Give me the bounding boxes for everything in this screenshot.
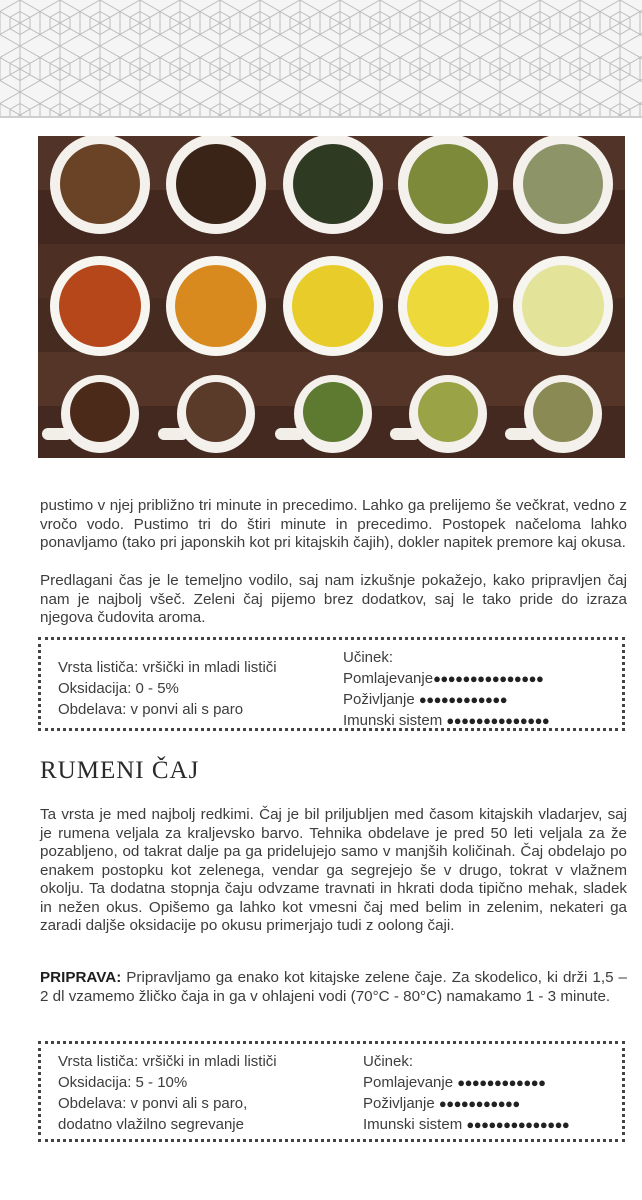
effect-rejuvenation [363, 1072, 569, 1093]
green-tea-serving-paragraph: Predlagani čas je le temeljno vodilo, saj nam izkušnje pokažejo, kako pripravljen čaj nam je najbolj všeč. Zeleni čaj pijemo brez dodatkov, saj le tako pride do izraza njegova čudovita aroma. [40, 572, 627, 626]
oxidation: Oksidacija: 0 - 5% [58, 680, 179, 697]
effect-label: Imunski sistem [343, 712, 447, 729]
effect-label: Pomlajevanje [363, 1074, 458, 1091]
dry-tea-leaves [176, 144, 256, 224]
decorative-pattern-header [0, 0, 642, 116]
geometric-star-pattern [0, 0, 642, 116]
effect-invigoration [363, 1093, 569, 1114]
effect-title: Učinek: [343, 649, 394, 666]
brewed-tea-liquid [292, 265, 374, 347]
effect-immune-system [343, 710, 549, 731]
dry-tea-leaves [293, 144, 373, 224]
effect-immune-system [363, 1114, 569, 1135]
yellow-tea-preparation [40, 969, 627, 1006]
yellow-tea-info-box [38, 1041, 625, 1142]
rating-dots: ●●●●●●●●●●●● [418, 692, 508, 707]
processing-extra: dodatno vlažilno segrevanje [58, 1116, 244, 1133]
wet-tea-leaves [186, 382, 246, 442]
rating-dots: ●●●●●●●●●●● [438, 1096, 520, 1111]
wet-tea-leaves [70, 382, 130, 442]
wet-tea-leaves [418, 382, 478, 442]
rating-dots: ●●●●●●●●●●●●●● [446, 713, 550, 728]
leaf-type: Vrsta lističa: vršički in mladi lističi [58, 659, 277, 676]
processing: Obdelava: v ponvi ali s paro [58, 701, 244, 718]
preparation-text: Pripravljamo ga enako kot kitajske zelene čaje. Za skodelico, ki drži 1,5 – 2 dl vzamemo žličko čaja in ga v ohlajeni vodi (70°C - 80°C) namakamo 1 - 3 minute. [40, 969, 627, 1005]
processing: Obdelava: v ponvi ali s paro, [58, 1095, 248, 1112]
green-tea-effects [343, 647, 549, 731]
effect-title: Učinek: [363, 1053, 414, 1070]
rating-dots: ●●●●●●●●●●●●●●● [433, 671, 544, 686]
effect-label: Poživljanje [363, 1095, 439, 1112]
header-divider [0, 116, 642, 118]
effect-label: Pomlajevanje [343, 670, 434, 687]
yellow-tea-properties [58, 1051, 277, 1135]
yellow-tea-heading: RUMENI ČAJ [40, 757, 200, 784]
effect-label: Imunski sistem [363, 1116, 467, 1133]
preparation-label: PRIPRAVA: [40, 969, 122, 986]
yellow-tea-description: Ta vrsta je med najbolj redkimi. Čaj je bil priljubljen med časom kitajskih vladarjev, saj je rumena veljala za kraljevsko barvo. Tehnika obdelave je pred 50 leti veljala za že pozabljeno, od takrat dalje pa ga pridelujejo samo v manjših količinah. Čaj obdelajo po enakem postopku kot zelenega, vendar ga segrejejo še v drugo, tokrat v vlažnem okolju. Ta dodatna stopnja čaju odvzame travnati in hkrati doda tipično mehak, sladek in nežen okus. Opišemo ga lahko kot vmesni čaj med belim in zelenim, nekateri ga zaradi daljše oksidacije po okusu primerjajo tudi z oolong čaji. [40, 806, 627, 934]
wet-tea-leaves [533, 382, 593, 442]
yellow-tea-effects [363, 1051, 569, 1135]
rating-dots: ●●●●●●●●●●●●●● [466, 1117, 570, 1132]
leaf-type: Vrsta lističa: vršički in mladi lističi [58, 1053, 277, 1070]
brewed-tea-liquid [407, 265, 489, 347]
dry-tea-leaves [523, 144, 603, 224]
green-tea-info-box [38, 637, 625, 731]
effect-rejuvenation [343, 668, 549, 689]
tea-cups-illustration [38, 136, 625, 458]
effect-invigoration [343, 689, 549, 710]
brewed-tea-liquid [522, 265, 604, 347]
tea-varieties-photo [38, 136, 625, 458]
dry-tea-leaves [60, 144, 140, 224]
brewed-tea-liquid [59, 265, 141, 347]
oxidation: Oksidacija: 5 - 10% [58, 1074, 188, 1091]
green-tea-properties [58, 657, 277, 720]
brewed-tea-liquid [175, 265, 257, 347]
dry-tea-leaves [408, 144, 488, 224]
wet-tea-leaves [303, 382, 363, 442]
effect-label: Poživljanje [343, 691, 419, 708]
green-tea-preparation-paragraph: pustimo v njej približno tri minute in precedimo. Lahko ga prelijemo še večkrat, vedno z vročo vodo. Pustimo tri do štiri minute in precedimo. Postopek načeloma lahko ponavljamo (tako pri japonskih kot pri kitajskih čajih), dokler napitek premore kaj okusa. [40, 497, 627, 551]
rating-dots: ●●●●●●●●●●●● [457, 1075, 546, 1090]
